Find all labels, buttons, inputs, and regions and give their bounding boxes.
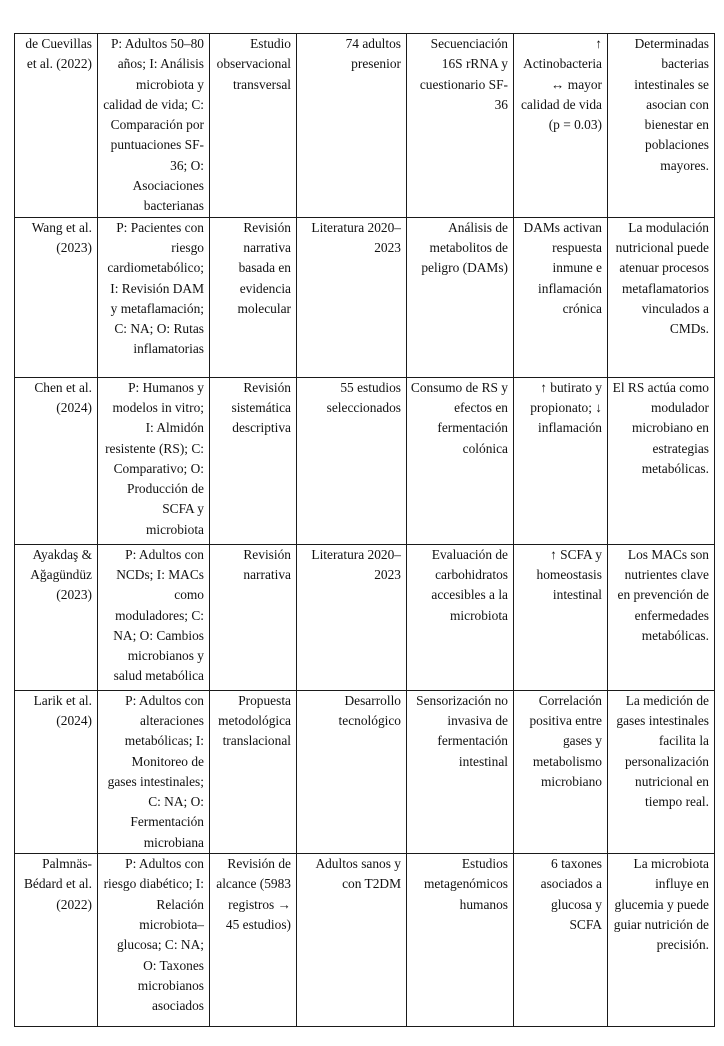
method-cell: Consumo de RS y efectos en fermentación colónica — [407, 377, 514, 544]
conclusion-cell: La medición de gases intestinales facilita la personalización nutricional en tiempo real. — [608, 690, 715, 853]
method-cell: Análisis de metabolitos de peligro (DAMs) — [407, 217, 514, 377]
design-cell: Revisión de alcance (5983 registros → 45 estudios) — [210, 854, 297, 1027]
sample-cell: 74 adultos presenior — [297, 34, 407, 218]
design-cell: Propuesta metodológica translacional — [210, 690, 297, 853]
result-cell: ↑ butirato y propionato; ↓ inflamación — [514, 377, 608, 544]
table-row — [15, 217, 715, 377]
method-cell: Evaluación de carbohidratos accesibles a la microbiota — [407, 544, 514, 690]
pico-cell: P: Adultos 50–80 años; I: Análisis microbiota y calidad de vida; C: Comparación por puntuaciones SF-36; O: Asociaciones bacterianas — [98, 34, 210, 218]
conclusion-cell: La microbiota influye en glucemia y puede guiar nutrición de precisión. — [608, 854, 715, 1027]
sample-cell: Adultos sanos y con T2DM — [297, 854, 407, 1027]
design-cell: Revisión narrativa — [210, 544, 297, 690]
studies-table — [14, 33, 715, 1027]
author-cell: de Cuevillas et al. (2022) — [15, 34, 98, 218]
conclusion-cell: Los MACs son nutrientes clave en prevención de enfermedades metabólicas. — [608, 544, 715, 690]
result-cell: ↑ Actinobacteria ↔ mayor calidad de vida (p = 0.03) — [514, 34, 608, 218]
result-cell: 6 taxones asociados a glucosa y SCFA — [514, 854, 608, 1027]
sample-cell: Literatura 2020–2023 — [297, 217, 407, 377]
conclusion-cell: La modulación nutricional puede atenuar procesos metaflamatorios vinculados a CMDs. — [608, 217, 715, 377]
pico-cell: P: Humanos y modelos in vitro; I: Almidón resistente (RS); C: Comparativo; O: Producción de SCFA y microbiota — [98, 377, 210, 544]
author-cell: Larik et al. (2024) — [15, 690, 98, 853]
author-cell: Chen et al. (2024) — [15, 377, 98, 544]
method-cell: Secuenciación 16S rRNA y cuestionario SF-36 — [407, 34, 514, 218]
pico-cell: P: Adultos con alteraciones metabólicas; I: Monitoreo de gases intestinales; C: NA; O: Fermentación microbiana — [98, 690, 210, 853]
sample-cell: Literatura 2020–2023 — [297, 544, 407, 690]
result-cell: DAMs activan respuesta inmune e inflamación crónica — [514, 217, 608, 377]
author-cell: Wang et al. (2023) — [15, 217, 98, 377]
result-cell: Correlación positiva entre gases y metabolismo microbiano — [514, 690, 608, 853]
pico-cell: P: Adultos con NCDs; I: MACs como moduladores; C: NA; O: Cambios microbianos y salud metabólica — [98, 544, 210, 690]
author-cell: Ayakdaş & Ağagündüz (2023) — [15, 544, 98, 690]
design-cell: Estudio observacional transversal — [210, 34, 297, 218]
design-cell: Revisión narrativa basada en evidencia molecular — [210, 217, 297, 377]
table-row — [15, 34, 715, 218]
table-row — [15, 377, 715, 544]
method-cell: Sensorización no invasiva de fermentación intestinal — [407, 690, 514, 853]
conclusion-cell: El RS actúa como modulador microbiano en estrategias metabólicas. — [608, 377, 715, 544]
sample-cell: 55 estudios seleccionados — [297, 377, 407, 544]
result-cell: ↑ SCFA y homeostasis intestinal — [514, 544, 608, 690]
conclusion-cell: Determinadas bacterias intestinales se asocian con bienestar en poblaciones mayores. — [608, 34, 715, 218]
pico-cell: P: Adultos con riesgo diabético; I: Relación microbiota–glucosa; C: NA; O: Taxones microbianos asociados — [98, 854, 210, 1027]
pico-cell: P: Pacientes con riesgo cardiometabólico; I: Revisión DAM y metaflamación; C: NA; O: Rutas inflamatorias — [98, 217, 210, 377]
table-row — [15, 544, 715, 690]
table-row — [15, 854, 715, 1027]
design-cell: Revisión sistemática descriptiva — [210, 377, 297, 544]
table-row — [15, 690, 715, 853]
method-cell: Estudios metagenómicos humanos — [407, 854, 514, 1027]
author-cell: Palmnäs-Bédard et al. (2022) — [15, 854, 98, 1027]
sample-cell: Desarrollo tecnológico — [297, 690, 407, 853]
